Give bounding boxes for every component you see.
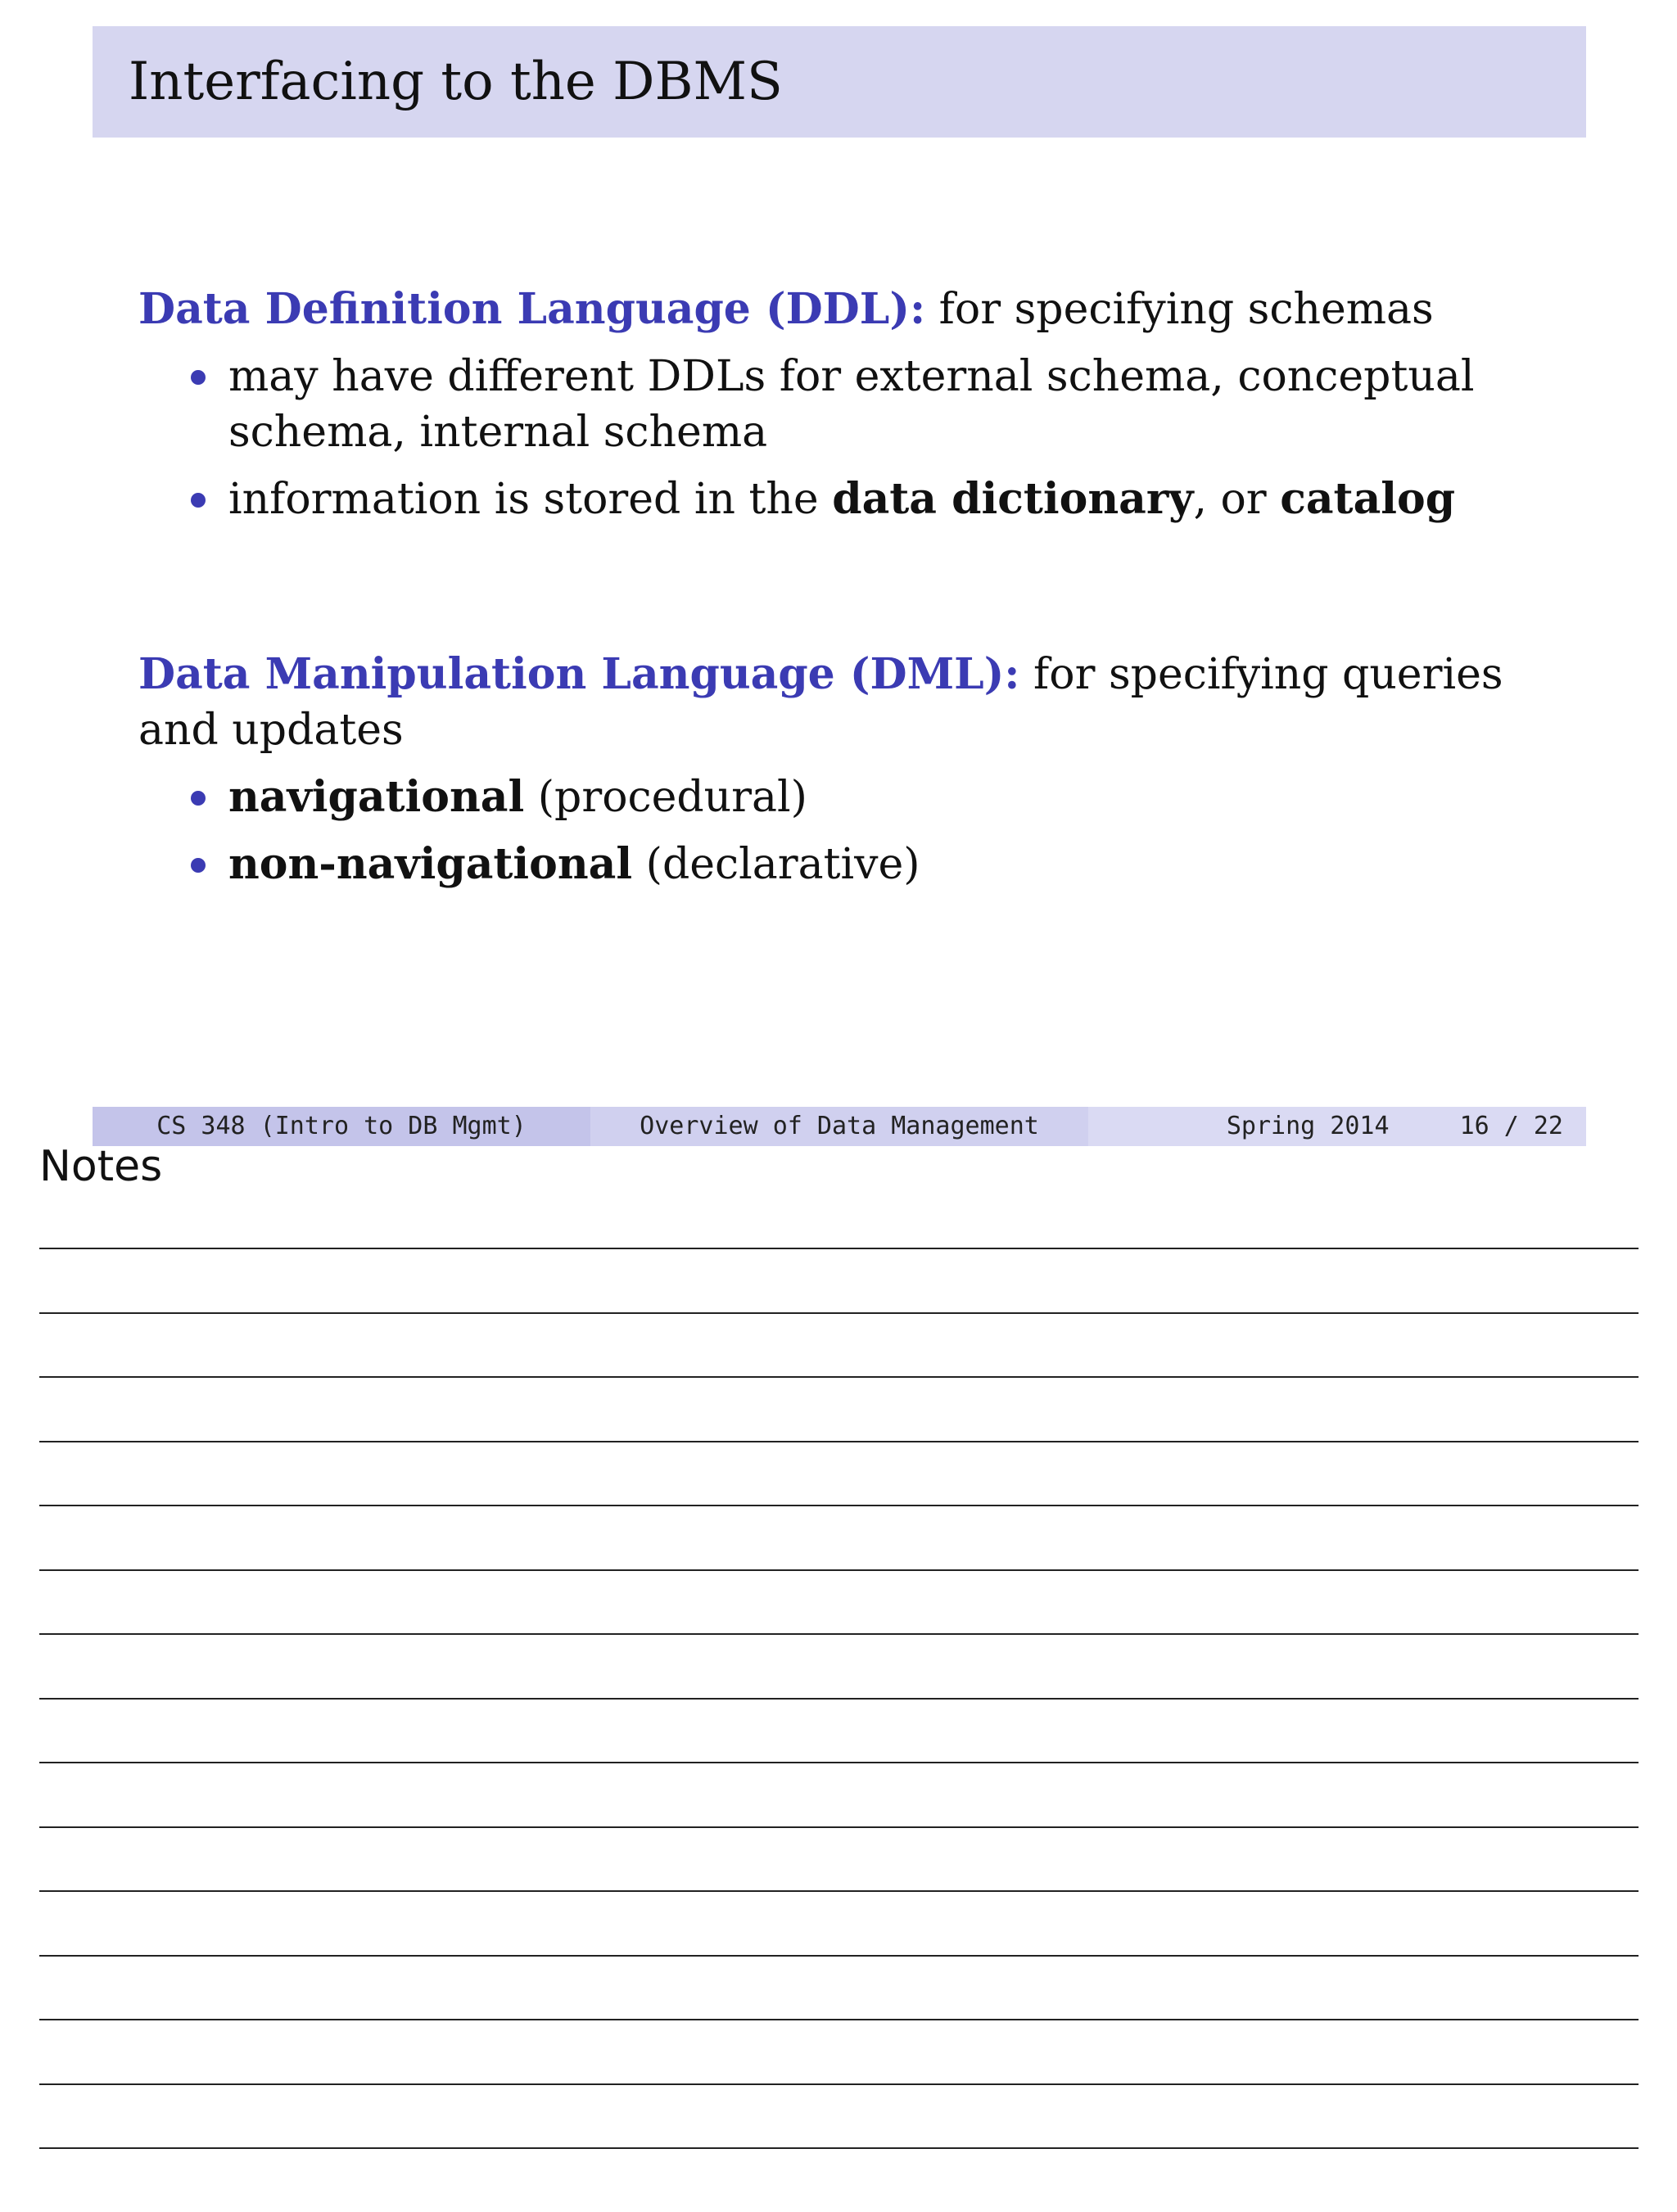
footer-course: CS 348 (Intro to DB Mgmt) <box>93 1107 590 1146</box>
note-line <box>39 1569 1639 1634</box>
dml-bullet-1 <box>138 770 1563 825</box>
footer-topic: Overview of Data Management <box>590 1107 1088 1146</box>
dml-heading <box>138 647 1563 758</box>
slide-title: Interfacing to the DBMS <box>129 52 783 112</box>
ddl-bullet-list <box>138 349 1563 527</box>
dml-bullet-list <box>138 770 1563 892</box>
note-line <box>39 2147 1639 2212</box>
note-line <box>39 1633 1639 1698</box>
notes-lines <box>39 1248 1639 2212</box>
ddl-block <box>138 282 1563 527</box>
non-navigational-term: non-navigational <box>228 839 633 889</box>
note-line <box>39 1376 1639 1441</box>
note-line <box>39 1441 1639 1506</box>
footer-term: Spring 2014 <box>1226 1112 1390 1140</box>
note-line <box>39 1312 1639 1377</box>
bullet-icon <box>191 858 206 873</box>
note-line <box>39 1698 1639 1763</box>
ddl-bullet-1-text: may have different DDLs for external schema, conceptual schema, internal schema <box>228 352 1475 457</box>
footer-meta <box>1088 1107 1586 1146</box>
ddl-bullet-2-prefix: information is stored in the <box>228 475 833 524</box>
note-line <box>39 1890 1639 1955</box>
dml-bullet-2 <box>138 837 1563 892</box>
navigational-term: navigational <box>228 772 525 822</box>
note-line <box>39 1955 1639 2020</box>
slide-footer <box>93 1107 1586 1146</box>
catalog-term: catalog <box>1280 474 1456 524</box>
ddl-bullet-2-middle: , or <box>1193 475 1281 524</box>
dml-block <box>138 647 1563 892</box>
ddl-description: for specifying schemas <box>925 285 1434 334</box>
title-bar <box>93 26 1586 138</box>
ddl-heading <box>138 282 1563 337</box>
bullet-icon <box>191 493 206 508</box>
note-line <box>39 1762 1639 1826</box>
bullet-icon <box>191 370 206 385</box>
page-number: 16 / 22 <box>1459 1112 1563 1140</box>
note-line <box>39 2083 1639 2148</box>
note-line <box>39 2019 1639 2083</box>
note-line <box>39 1505 1639 1569</box>
slide-content <box>138 282 1563 904</box>
notes-heading: Notes <box>39 1142 163 1191</box>
dml-description: for specifying queries and updates <box>138 650 1503 755</box>
dml-bullet-2-rest: (declarative) <box>632 840 920 889</box>
data-dictionary-term: data dictionary <box>832 474 1194 524</box>
note-line <box>39 1248 1639 1312</box>
bullet-icon <box>191 791 206 806</box>
dml-term: Data Manipulation Language (DML): <box>138 649 1020 699</box>
ddl-bullet-2 <box>138 472 1563 527</box>
ddl-bullet-1 <box>138 349 1563 460</box>
note-line <box>39 1826 1639 1891</box>
ddl-term: Data Definition Language (DDL): <box>138 284 926 334</box>
slide <box>93 26 1586 1146</box>
dml-bullet-1-rest: (procedural) <box>524 773 807 822</box>
